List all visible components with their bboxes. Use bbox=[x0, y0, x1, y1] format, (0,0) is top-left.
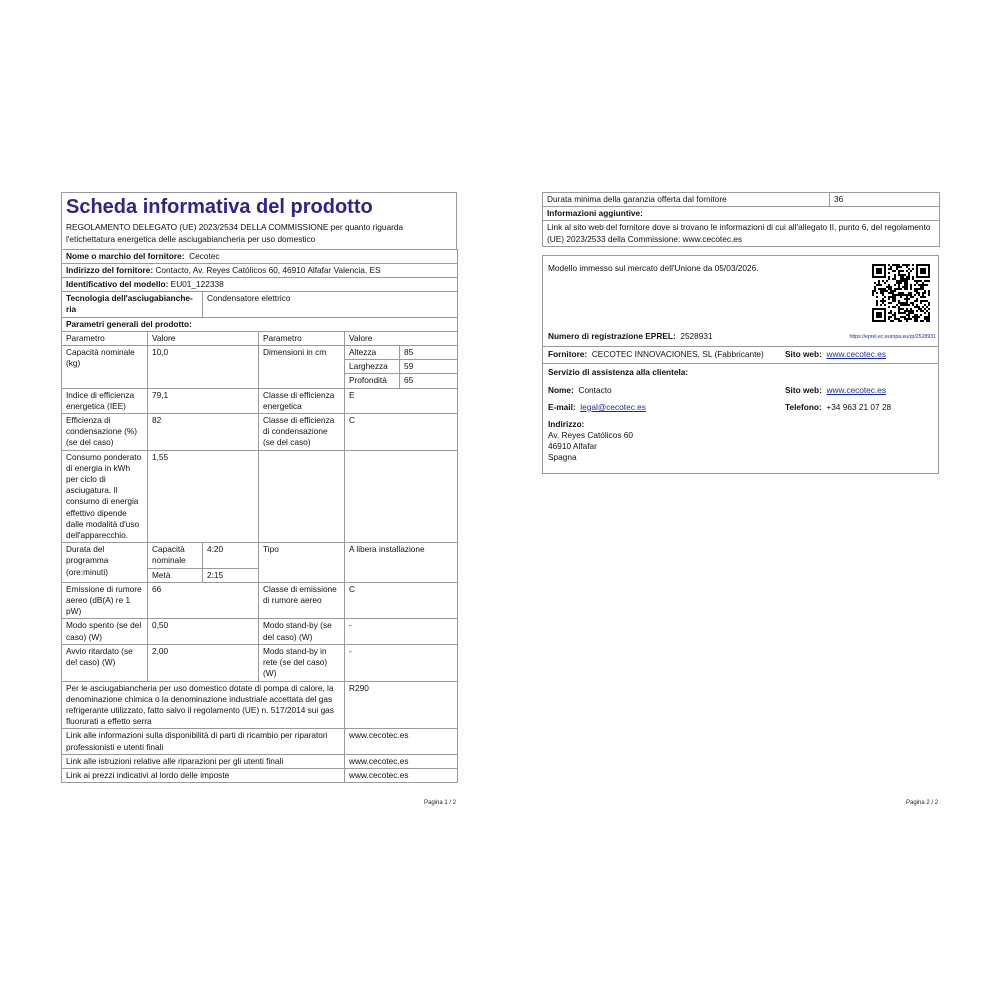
condensation-efficiency-label: Efficienza di condensazione (%) (se del caso) bbox=[62, 414, 148, 451]
condensation-efficiency-value: 82 bbox=[148, 414, 259, 451]
standby-value: - bbox=[345, 619, 458, 644]
spare-parts-link[interactable]: www.cecotec.es bbox=[345, 729, 458, 754]
divider bbox=[543, 363, 938, 364]
prices-label: Link ai prezzi indicativi al lordo delle imposte bbox=[62, 768, 345, 782]
iee-label: Indice di efficienza energetica (IEE) bbox=[62, 388, 148, 413]
program-duration-label: Durata del programma (ore:minuti) bbox=[62, 543, 148, 583]
page-number: Pagina 1 / 2 bbox=[424, 800, 457, 806]
empty-cell bbox=[345, 450, 458, 543]
noise-class-label: Classe di emissione di rumore aereo bbox=[259, 582, 345, 619]
address-row: Indirizzo del fornitore: Contacto, Av. Reyes Católicos 60, 46910 Alfafar Valencia, ES bbox=[62, 263, 458, 277]
duration-full-label: Capacità nominale bbox=[148, 543, 203, 568]
warranty-label: Durata minima della garanzia offerta dal fornitore bbox=[543, 193, 830, 207]
repair-instructions-label: Link alle istruzioni relative alle riparazioni per gli utenti finali bbox=[62, 754, 345, 768]
noise-class-value: C bbox=[345, 582, 458, 619]
condensation-class-value: C bbox=[345, 414, 458, 451]
supplier-row: Nome o marchio del fornitore: Cecotec bbox=[62, 249, 458, 263]
condensation-class-label: Classe di efficienza di condensazione (se del caso) bbox=[259, 414, 345, 451]
height-label: Altezza bbox=[345, 346, 400, 360]
technology-label: Tecnologia dell'asciugabianche-ria bbox=[62, 292, 203, 317]
regulation-text: REGOLAMENTO DELEGATO (UE) 2023/2534 DELLA COMMISSIONE per quanto riguarda l'etichettatura energetica delle asciugabiancheria per uso domestico bbox=[61, 220, 457, 249]
col-header-value: Valore bbox=[345, 331, 458, 345]
refrigerant-label: Per le asciugabiancheria per uso domestico dotate di pompa di calore, la denominazione chimica o la denominazione industriale accettata del gas refrigerante utilizzato, fatto salvo il regolamento (UE) n. 517/2014 sui gas fluorurati a effetto serra bbox=[62, 681, 345, 729]
eprel-box bbox=[542, 255, 939, 474]
product-sheet-page-1 bbox=[61, 192, 457, 783]
duration-full-value: 4:20 bbox=[203, 543, 259, 568]
service-address: Indirizzo: Av. Reyes Católicos 60 46910 Alfafar Spagna bbox=[548, 418, 634, 463]
technology-value: Condensatore elettrico bbox=[203, 292, 458, 317]
supplier-info: Fornitore: CECOTEC INNOVACIONES, SL (Fabbricante) bbox=[548, 348, 764, 359]
supplier-website: Sito web: www.cecotec.es bbox=[785, 348, 886, 359]
energy-consumption-value: 1,55 bbox=[148, 450, 259, 543]
page-title: Scheda informativa del prodotto bbox=[61, 192, 457, 220]
prices-link[interactable]: www.cecotec.es bbox=[345, 768, 458, 782]
eprel-url-link[interactable]: https://eprel.ec.europa.eu/qr/2528931 bbox=[849, 333, 936, 340]
product-info-table bbox=[61, 249, 458, 784]
type-label: Tipo bbox=[259, 543, 345, 583]
energy-consumption-label: Consumo ponderato di energia in kWh per ciclo di asciugatura. Il consumo di energia effettivo dipende dalle modalità d'uso dell'apparecchio. bbox=[62, 450, 148, 543]
service-website: Sito web: www.cecotec.es bbox=[785, 384, 886, 395]
email-link[interactable]: legal@cecotec.es bbox=[580, 401, 646, 412]
col-header-value: Valore bbox=[148, 331, 259, 345]
delayed-start-value: 2,00 bbox=[148, 644, 259, 681]
capacity-value: 10,0 bbox=[148, 346, 259, 389]
network-standby-label: Modo stand-by in rete (se del caso) (W) bbox=[259, 644, 345, 681]
supplier-website-info: Link al sito web del fornitore dove si trovano le informazioni di cui all'allegato II, punto 6, del regolamento (UE) 2023/2533 della Commissione: www.cecotec.es bbox=[543, 221, 940, 246]
divider bbox=[543, 346, 938, 347]
depth-value: 65 bbox=[400, 374, 458, 388]
market-date-text: Modello immesso sul mercato dell'Unione da 05/03/2026. bbox=[548, 262, 759, 273]
additional-info-header: Informazioni aggiuntive: bbox=[543, 207, 940, 221]
delayed-start-label: Avvio ritardato (se del caso) (W) bbox=[62, 644, 148, 681]
service-website-link[interactable]: www.cecotec.es bbox=[826, 384, 886, 395]
col-header-param: Parametro bbox=[62, 331, 148, 345]
supplier-website-link[interactable]: www.cecotec.es bbox=[826, 348, 886, 359]
qr-code-icon[interactable] bbox=[872, 264, 930, 322]
height-value: 85 bbox=[400, 346, 458, 360]
model-row: Identificativo del modello: EU01_122338 bbox=[62, 278, 458, 292]
energy-class-value: E bbox=[345, 388, 458, 413]
off-mode-value: 0,50 bbox=[148, 619, 259, 644]
off-mode-label: Modo spento (se del caso) (W) bbox=[62, 619, 148, 644]
standby-label: Modo stand-by (se del caso) (W) bbox=[259, 619, 345, 644]
service-phone: Telefono: +34 963 21 07 28 bbox=[785, 401, 892, 412]
type-value: A libera installazione bbox=[345, 543, 458, 583]
product-sheet-page-2 bbox=[542, 192, 939, 474]
noise-emission-label: Emissione di rumore aereo (dB(A) re 1 pW) bbox=[62, 582, 148, 619]
page-number: Pagina 2 / 2 bbox=[906, 800, 939, 806]
dimensions-label: Dimensioni in cm bbox=[259, 346, 345, 389]
iee-value: 79,1 bbox=[148, 388, 259, 413]
width-value: 59 bbox=[400, 360, 458, 374]
repair-instructions-link[interactable]: www.cecotec.es bbox=[345, 754, 458, 768]
eprel-registration: Numero di registrazione EPREL: 2528931 bbox=[548, 330, 713, 341]
noise-emission-value: 66 bbox=[148, 582, 259, 619]
duration-half-label: Metà bbox=[148, 568, 203, 582]
depth-label: Profondità bbox=[345, 374, 400, 388]
energy-class-label: Classe di efficienza energetica bbox=[259, 388, 345, 413]
general-params-header: Parametri generali del prodotto: bbox=[62, 317, 458, 331]
warranty-table bbox=[542, 192, 940, 247]
warranty-value: 36 bbox=[830, 193, 940, 207]
refrigerant-value: R290 bbox=[345, 681, 458, 729]
empty-cell bbox=[259, 450, 345, 543]
network-standby-value: - bbox=[345, 644, 458, 681]
service-name: Nome: Contacto bbox=[548, 384, 612, 395]
duration-half-value: 2:15 bbox=[203, 568, 259, 582]
capacity-label: Capacità nominale (kg) bbox=[62, 346, 148, 389]
width-label: Larghezza bbox=[345, 360, 400, 374]
spare-parts-label: Link alle informazioni sulla disponibilità di parti di ricambio per riparatori professionisti e utenti finali bbox=[62, 729, 345, 754]
col-header-param: Parametro bbox=[259, 331, 345, 345]
service-email: E-mail: legal@cecotec.es bbox=[548, 401, 646, 412]
customer-service-title: Servizio di assistenza alla clientela: bbox=[548, 366, 689, 377]
